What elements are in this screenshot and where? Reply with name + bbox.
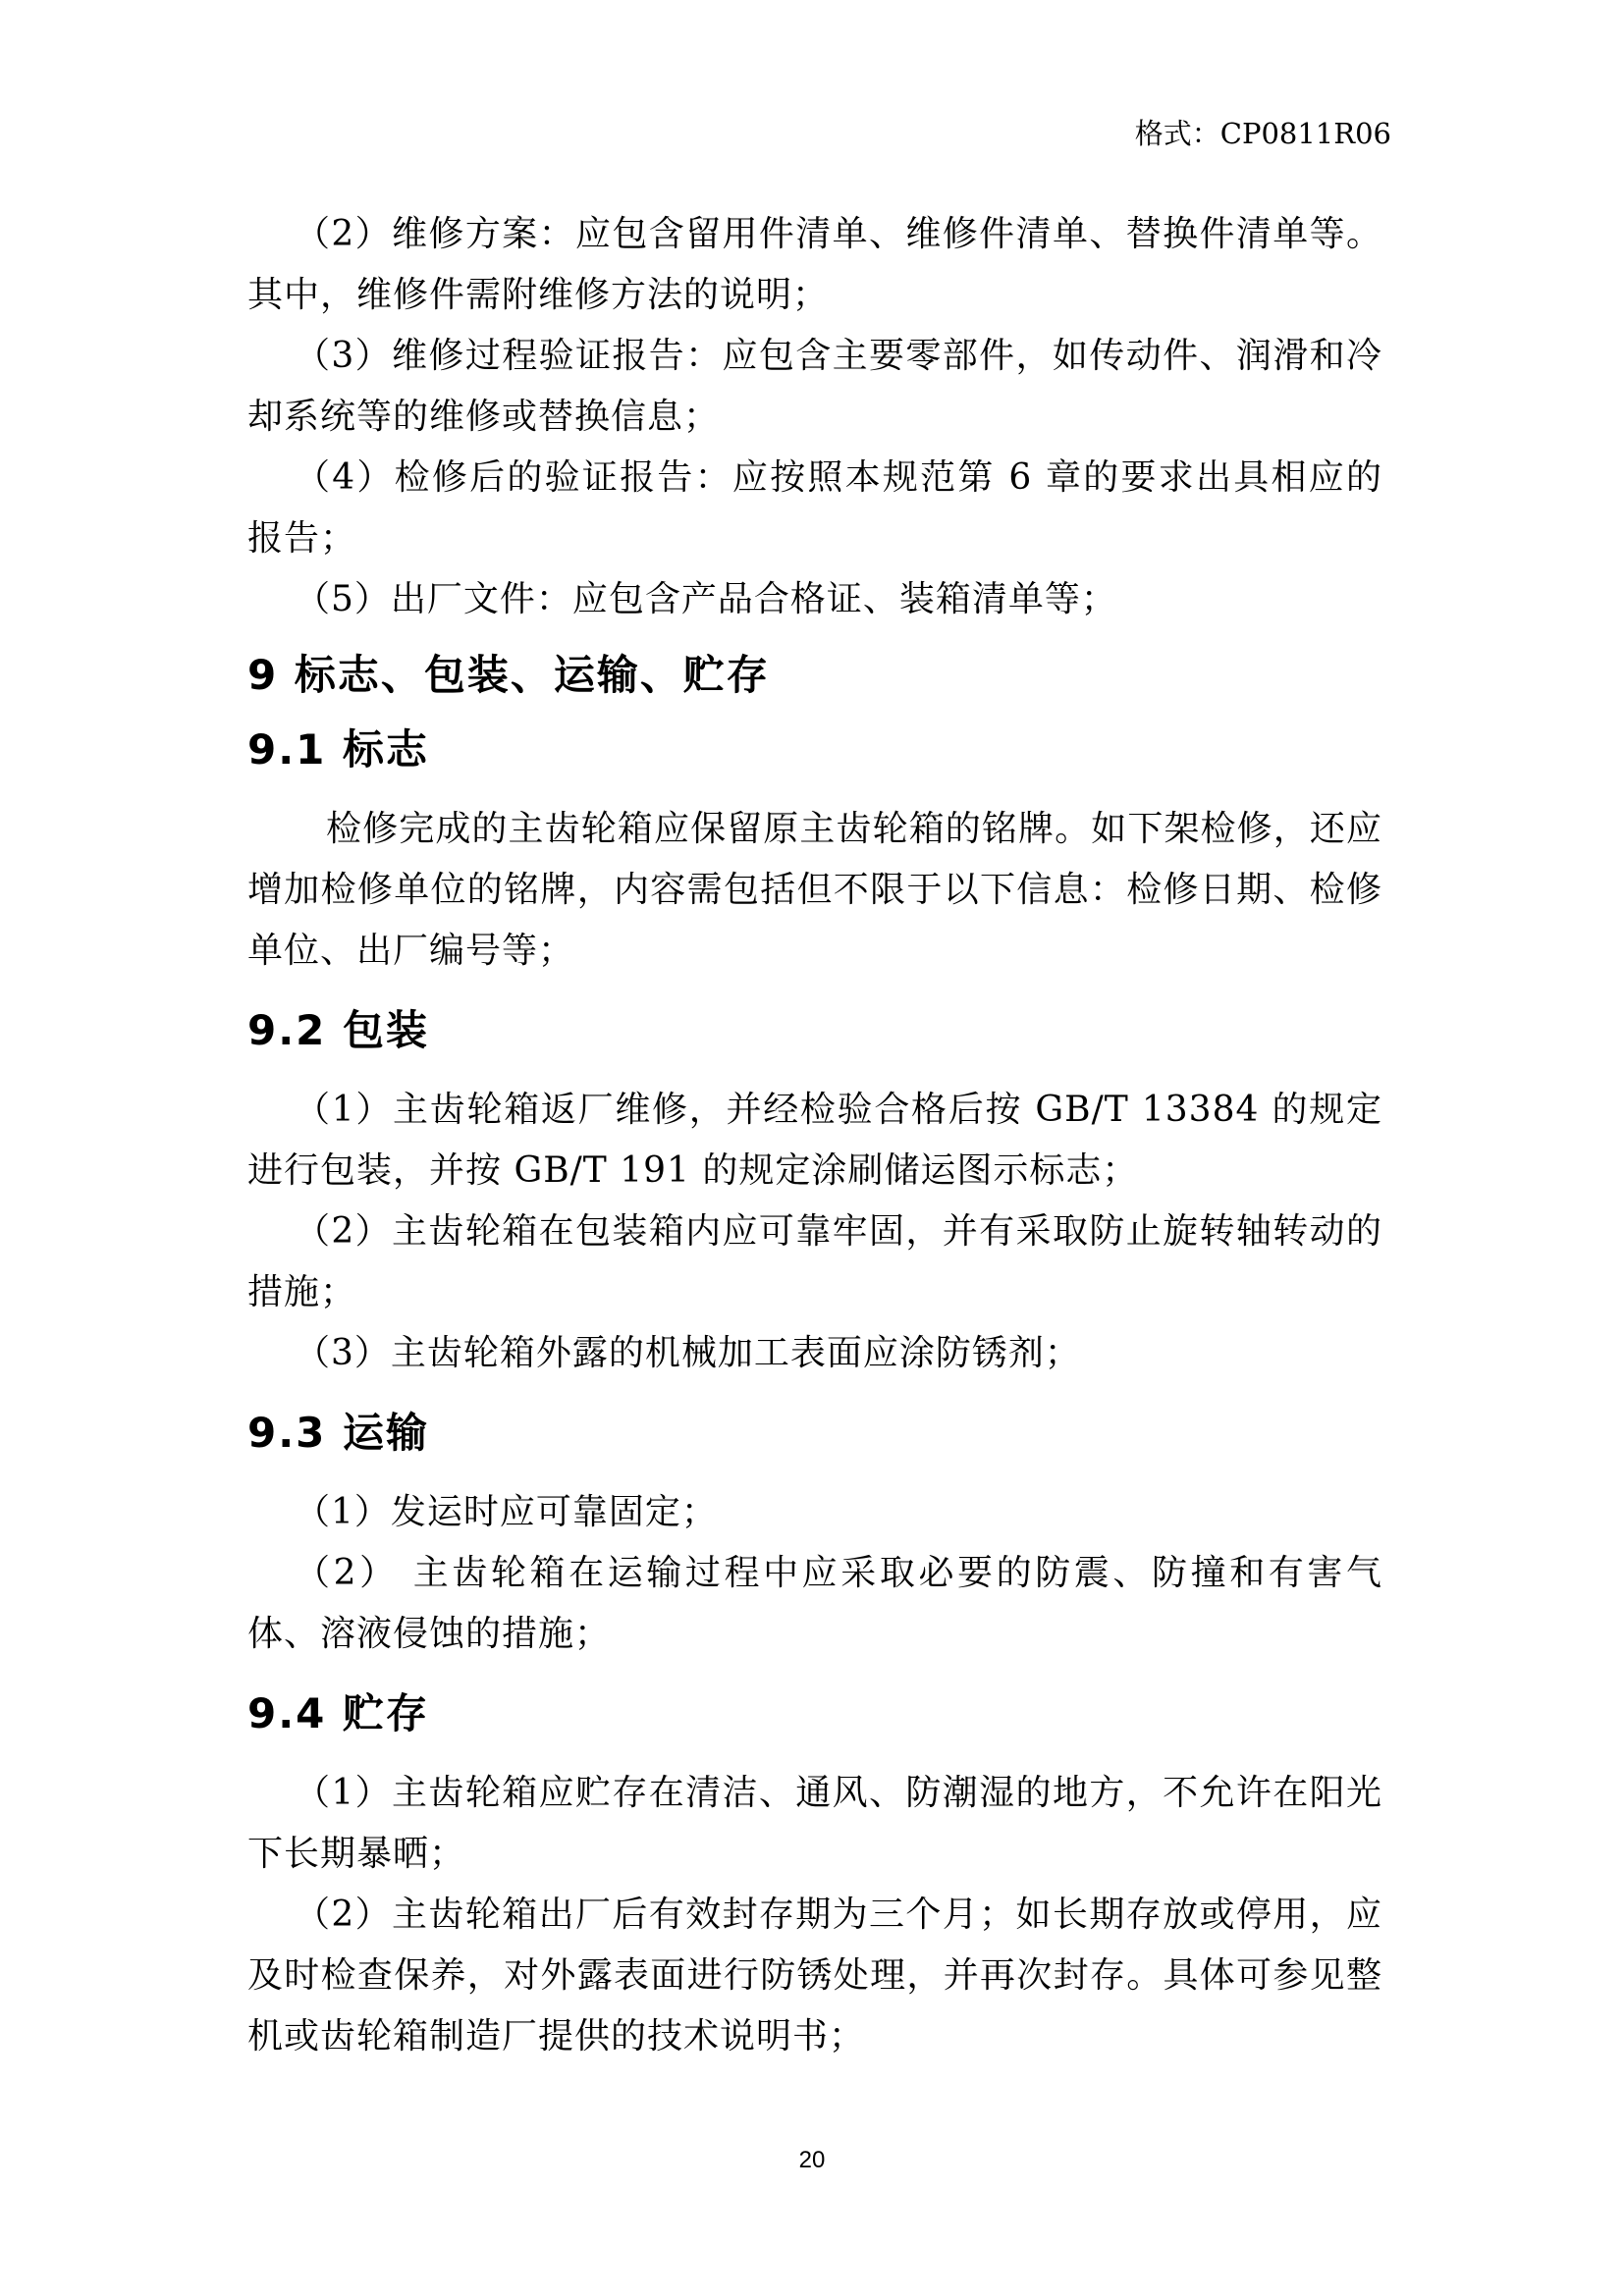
- section8-item-5: （5）出厂文件：应包含产品合格证、装箱清单等；: [295, 579, 1117, 619]
- section9-2-item-3: （3）主齿轮箱外露的机械加工表面应涂防锈剂；: [295, 1333, 1081, 1373]
- section9-3-item-2: （2） 主齿轮箱在运输过程中应采取必要的防震、防撞和有害气体、溶液侵蚀的措施；: [247, 1553, 1382, 1654]
- section9-4-item-2: （2）主齿轮箱出厂后有效封存期为三个月；如长期存放或停用，应及时检查保养，对外露表面进行防锈处理，并再次封存。具体可参见整机或齿轮箱制造厂提供的技术说明书；: [247, 1895, 1382, 2056]
- format-code: 格式：CP0811R06: [1134, 117, 1391, 150]
- section9-2-item-1: （1）主齿轮箱返厂维修，并经检验合格后按 GB/T 13384 的规定进行包装，并按 GB/T 191 的规定涂刷储运图示标志；: [247, 1090, 1382, 1191]
- section9-1-paragraph: 检修完成的主齿轮箱应保留原主齿轮箱的铭牌。如下架检修，还应增加检修单位的铭牌，内容需包括但不限于以下信息：检修日期、检修单位、出厂编号等；: [247, 809, 1382, 971]
- section9-3-item-1: （1）发运时应可靠固定；: [295, 1492, 718, 1532]
- page-content: [247, 204, 1382, 2067]
- section8-item-4: （4）检修后的验证报告：应按照本规范第 6 章的要求出具相应的报告；: [247, 457, 1382, 559]
- page-number: 20: [798, 2147, 826, 2173]
- section9-4-item-1: （1）主齿轮箱应贮存在清洁、通风、防潮湿的地方，不允许在阳光下长期暴晒；: [247, 1773, 1382, 1874]
- section9-1-heading: 9.1 标志: [247, 725, 430, 774]
- section9-3-heading: 9.3 运输: [247, 1409, 430, 1457]
- section9-2-item-2: （2）主齿轮箱在包装箱内应可靠牢固，并有采取防止旋转轴转动的措施；: [247, 1211, 1382, 1312]
- section9-4-heading: 9.4 贮存: [247, 1689, 430, 1737]
- section8-item-2: （2）维修方案：应包含留用件清单、维修件清单、替换件清单等。其中，维修件需附维修方法的说明；: [247, 214, 1382, 315]
- section9-heading: 9 标志、包装、运输、贮存: [247, 651, 770, 699]
- section9-2-heading: 9.2 包装: [247, 1006, 430, 1054]
- section8-item-3: （3）维修过程验证报告：应包含主要零部件，如传动件、润滑和冷却系统等的维修或替换信息；: [247, 336, 1382, 437]
